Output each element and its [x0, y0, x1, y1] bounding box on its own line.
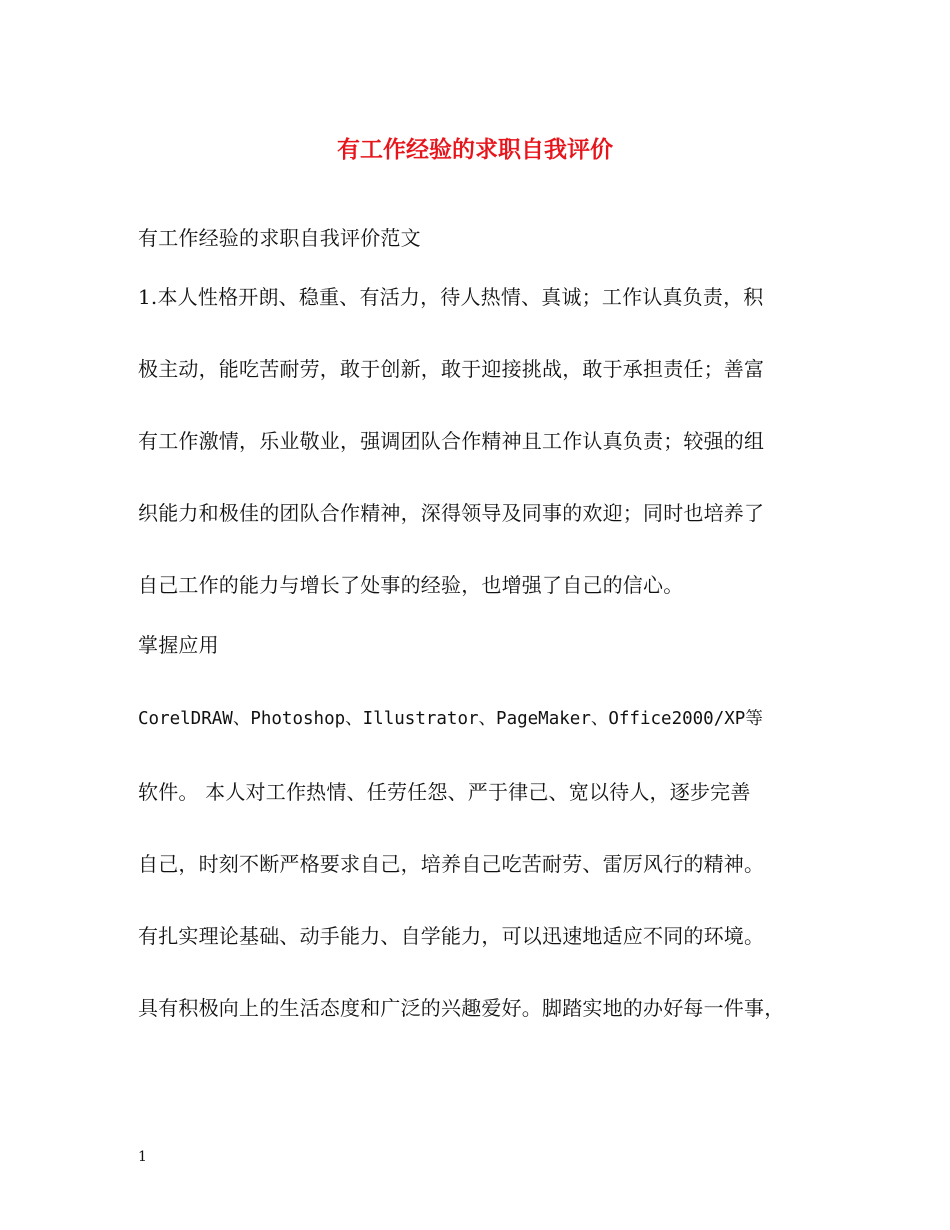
text-line-1: 1.本人性格开朗、稳重、有活力，待人热情、真诚；工作认真负责，积 [138, 285, 764, 309]
text-line-2: 极主动，能吃苦耐劳，敢于创新，敢于迎接挑战，敢于承担责任；善富 [138, 357, 765, 381]
text-line-6: 掌握应用 [138, 633, 219, 657]
text-line-3: 有工作激情，乐业敬业，强调团队合作精神且工作认真负责；较强的组 [138, 429, 765, 453]
document-subtitle: 有工作经验的求职自我评价范文 [138, 226, 421, 250]
page-number: 1 [138, 1149, 147, 1165]
text-line-11: 具有积极向上的生活态度和广泛的兴趣爱好。脚踏实地的办好每一件事， [138, 996, 785, 1020]
text-line-7: CorelDRAW、Photoshop、Illustrator、PageMaker、Office2000/XP等 [138, 709, 763, 729]
text-line-5: 自己工作的能力与增长了处事的经验，也增强了自己的信心。 [138, 573, 684, 597]
text-line-9: 自己，时刻不断严格要求自己，培养自己吃苦耐劳、雷厉风行的精神。 [138, 852, 765, 876]
text-line-8: 软件。 本人对工作热情、任劳任怨、严于律己、宽以待人，逐步完善 [138, 780, 751, 804]
document-title: 有工作经验的求职自我评价 [337, 136, 613, 163]
text-line-10: 有扎实理论基础、动手能力、自学能力，可以迅速地适应不同的环境。 [138, 924, 765, 948]
text-line-4: 织能力和极佳的团队合作精神，深得领导及同事的欢迎；同时也培养了 [138, 501, 765, 525]
